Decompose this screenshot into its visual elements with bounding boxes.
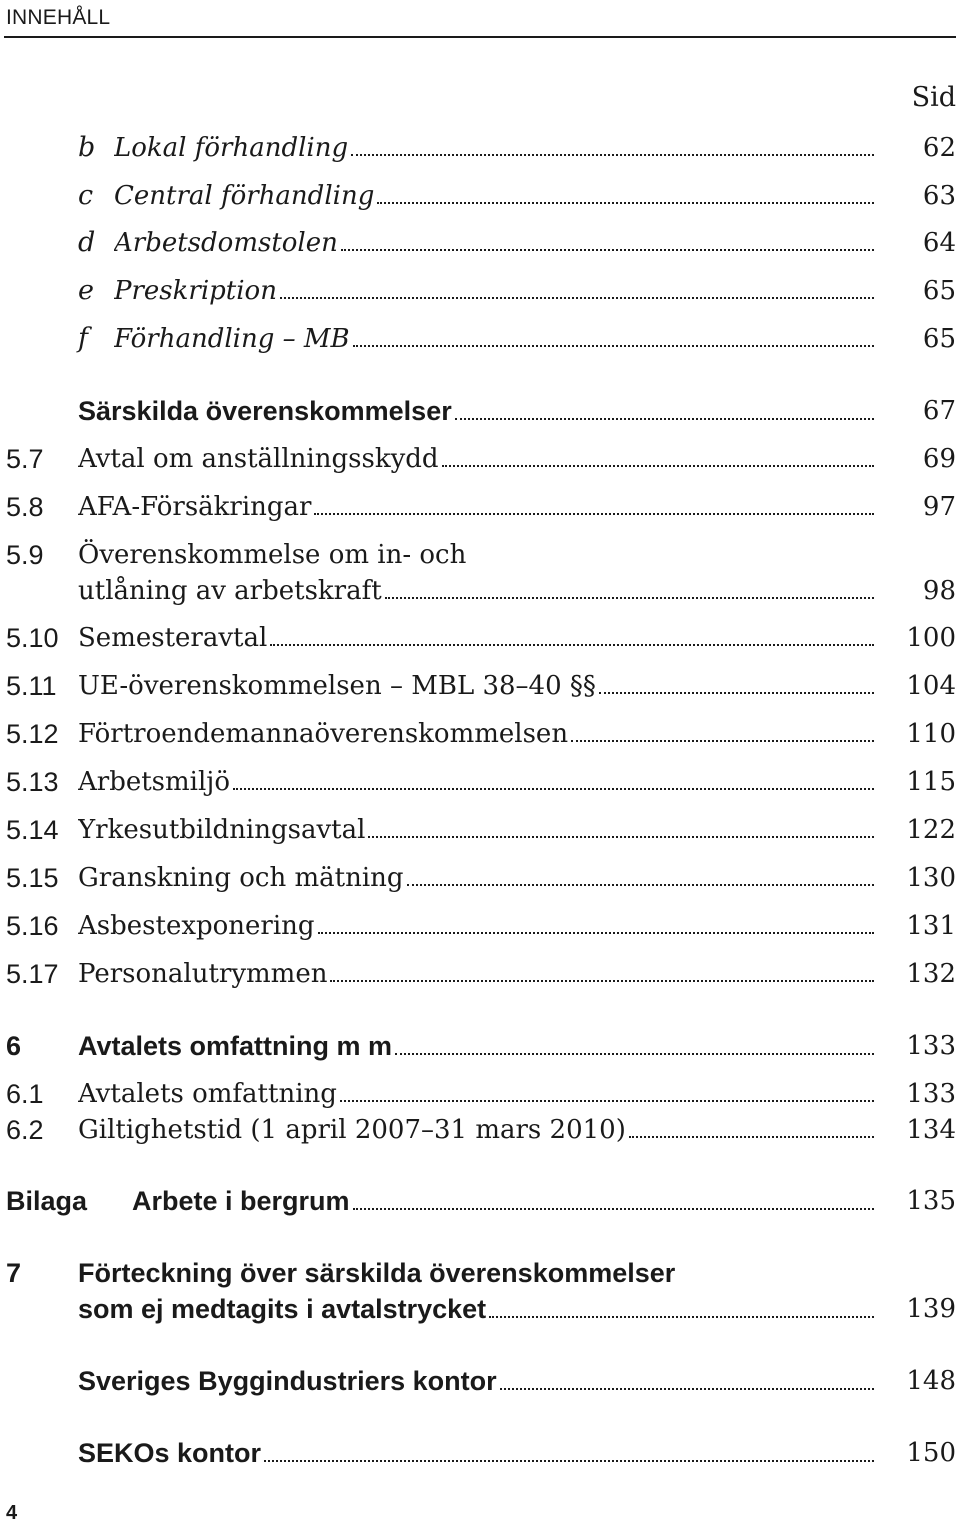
toc-entry-5-12[interactable] — [0, 714, 960, 754]
dot-leader — [353, 344, 874, 347]
entry-page: 130 — [906, 863, 956, 893]
entry-page: 65 — [922, 276, 956, 306]
entry-title: Central förhandling — [114, 181, 375, 211]
toc-entry-7[interactable] — [0, 1289, 960, 1329]
entry-page: 104 — [906, 671, 956, 701]
toc-entry-6-1[interactable] — [0, 1074, 960, 1114]
entry-page: 131 — [906, 911, 956, 941]
toc-entry-sveriges[interactable] — [0, 1361, 960, 1401]
toc-entry-5-11[interactable] — [0, 666, 960, 706]
entry-title: som ej medtagits i avtalstrycket — [78, 1294, 487, 1324]
dot-leader — [351, 153, 874, 156]
entry-title: Preskription — [114, 276, 277, 306]
toc-entry-sekos[interactable] — [0, 1433, 960, 1473]
entry-number: 5.15 — [6, 863, 59, 893]
dot-leader — [395, 1052, 874, 1055]
dot-leader — [341, 248, 874, 251]
page-column-label: Sid — [911, 82, 956, 113]
toc-entry-e[interactable] — [0, 271, 960, 311]
entry-page: 150 — [906, 1438, 956, 1468]
section-header: INNEHÅLL — [6, 6, 111, 29]
entry-page: 65 — [922, 324, 956, 354]
entry-number: 5.7 — [6, 444, 44, 474]
toc-entry-6-2[interactable] — [0, 1110, 960, 1150]
entry-title: Yrkesutbildningsavtal — [78, 815, 366, 845]
entry-page: 133 — [906, 1079, 956, 1109]
toc-entry-5-8[interactable] — [0, 487, 960, 527]
toc-entry-5-14[interactable] — [0, 810, 960, 850]
toc-entry-5-10[interactable] — [0, 618, 960, 658]
entry-page: 135 — [906, 1186, 956, 1216]
entry-title: Arbetsmiljö — [78, 767, 231, 797]
entry-number: 5.12 — [6, 719, 59, 749]
entry-page: 69 — [922, 444, 956, 474]
entry-page: 98 — [922, 576, 956, 606]
toc-entry-5-16[interactable] — [0, 906, 960, 946]
entry-title: Granskning och mätning — [78, 863, 404, 893]
toc-entry-f[interactable] — [0, 319, 960, 359]
entry-title: Lokal förhandling — [114, 133, 349, 163]
dot-leader — [455, 417, 874, 420]
entry-letter: d — [78, 227, 96, 258]
page-number: 4 — [6, 1502, 18, 1524]
dot-leader — [571, 739, 874, 742]
dot-leader — [489, 1315, 874, 1318]
entry-title: Förhandling – MB — [114, 324, 350, 354]
entry-number: 5.8 — [6, 492, 44, 522]
entry-page: 132 — [906, 959, 956, 989]
toc-entry-5-9-first-line[interactable] — [0, 535, 960, 575]
toc-entry-5-15[interactable] — [0, 858, 960, 898]
entry-letter: e — [78, 275, 94, 306]
entry-title: Sveriges Byggindustriers kontor — [78, 1366, 497, 1396]
entry-number: Bilaga — [6, 1186, 88, 1216]
dot-leader — [407, 883, 874, 886]
dot-leader — [318, 931, 874, 934]
entry-title: Personalutrymmen — [78, 959, 328, 989]
toc-entry-5-7[interactable] — [0, 439, 960, 479]
dot-leader — [233, 787, 874, 790]
entry-letter: f — [78, 323, 88, 354]
dot-leader — [264, 1459, 874, 1462]
toc-entry-5-17[interactable] — [0, 954, 960, 994]
entry-title: Avtalets omfattning m m — [78, 1031, 393, 1061]
toc-entry-d[interactable] — [0, 223, 960, 263]
entry-page: 63 — [922, 181, 956, 211]
toc-entry-b[interactable] — [0, 128, 960, 168]
toc-entry-5-13[interactable] — [0, 762, 960, 802]
entry-page: 122 — [906, 815, 956, 845]
entry-page: 64 — [922, 228, 956, 258]
entry-title: Giltighetstid (1 april 2007–31 mars 2010) — [78, 1115, 626, 1145]
toc-entry-5-9[interactable] — [0, 571, 960, 611]
entry-title-line1: Överenskommelse om in- och — [78, 540, 467, 570]
dot-leader — [340, 1099, 874, 1102]
toc-entry-7-first-line[interactable] — [0, 1253, 960, 1293]
entry-number: 5.13 — [6, 767, 59, 797]
entry-number: 5.17 — [6, 959, 59, 989]
dot-leader — [368, 835, 874, 838]
entry-page: 134 — [906, 1115, 956, 1145]
toc-entry-sarskilda[interactable] — [0, 391, 960, 431]
entry-title: Avtalets omfattning — [78, 1079, 337, 1109]
entry-page: 115 — [906, 767, 956, 797]
entry-number: 5.14 — [6, 815, 59, 845]
dot-leader — [500, 1387, 874, 1390]
dot-leader — [314, 512, 874, 515]
entry-page: 133 — [906, 1031, 956, 1061]
dot-leader — [377, 201, 874, 204]
entry-page: 100 — [906, 623, 956, 653]
dot-leader — [442, 464, 874, 467]
entry-number: 6.2 — [6, 1115, 44, 1145]
entry-title: SEKOs kontor — [78, 1438, 262, 1468]
entry-number: 5.9 — [6, 540, 44, 570]
entry-number: 7 — [6, 1258, 22, 1288]
entry-title: Särskilda överenskommelser — [78, 396, 452, 426]
entry-title: Arbetsdomstolen — [114, 228, 338, 258]
entry-title: utlåning av arbetskraft — [78, 576, 382, 606]
entry-number: 5.16 — [6, 911, 59, 941]
entry-letter: c — [78, 180, 94, 211]
entry-page: 62 — [922, 133, 956, 163]
entry-title: Asbestexponering — [78, 911, 315, 941]
entry-title: UE-överenskommelsen – MBL 38–40 §§ — [78, 671, 596, 701]
dot-leader — [280, 296, 874, 299]
entry-letter: b — [78, 132, 96, 163]
entry-page: 139 — [906, 1294, 956, 1324]
entry-number: 5.11 — [6, 671, 57, 701]
toc-entry-c[interactable] — [0, 176, 960, 216]
dot-leader — [330, 979, 874, 982]
entry-page: 110 — [906, 719, 956, 749]
entry-title: Förtroendemannaöverenskommelsen — [78, 719, 569, 749]
entry-title: Arbete i bergrum — [132, 1186, 350, 1216]
entry-title: AFA-Försäkringar — [78, 492, 312, 522]
dot-leader — [353, 1207, 874, 1210]
entry-number: 6 — [6, 1031, 22, 1061]
toc-entry-bilaga[interactable] — [0, 1181, 960, 1221]
dot-leader — [385, 596, 874, 599]
dot-leader — [270, 643, 874, 646]
entry-page: 148 — [906, 1366, 956, 1396]
entry-number: 5.10 — [6, 623, 59, 653]
entry-page: 67 — [922, 396, 956, 426]
entry-page: 97 — [922, 492, 956, 522]
dot-leader — [599, 691, 874, 694]
toc-entry-6[interactable] — [0, 1026, 960, 1066]
entry-title: Avtal om anställningsskydd — [78, 444, 439, 474]
entry-title: Semesteravtal — [78, 623, 268, 653]
entry-title-line1: Förteckning över särskilda överenskommelser — [78, 1258, 676, 1288]
dot-leader — [629, 1135, 874, 1138]
entry-number: 6.1 — [6, 1079, 44, 1109]
